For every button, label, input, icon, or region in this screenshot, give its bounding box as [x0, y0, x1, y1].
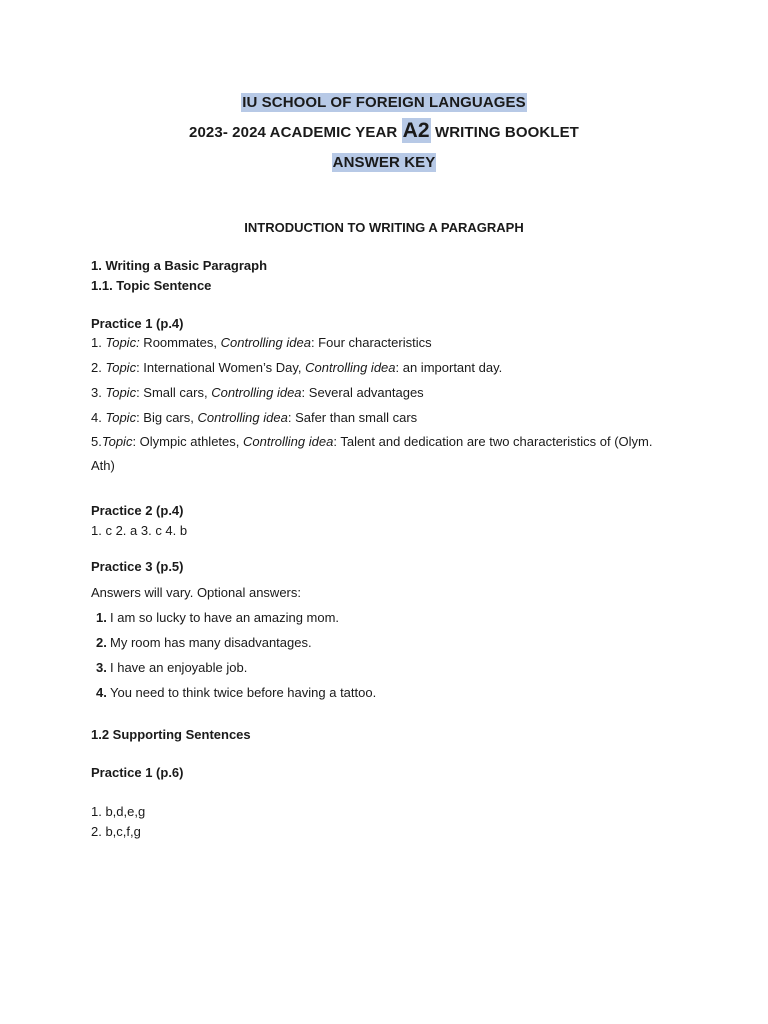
practice-heading: Practice 3 (p.5): [91, 559, 184, 574]
topic-text: : Big cars,: [136, 410, 198, 425]
controlling-idea-label: Controlling idea: [197, 410, 288, 425]
header-line-year: [0, 119, 768, 143]
list-item: [96, 685, 376, 700]
item-number: 3.: [96, 660, 107, 675]
answer-line: 1. c 2. a 3. c 4. b: [91, 523, 188, 538]
answer-item: [91, 360, 502, 375]
topic-text: Roommates,: [139, 335, 221, 350]
header-booklet-text: WRITING BOOKLET: [430, 124, 579, 141]
answer-line: 2. b,c,f,g: [91, 824, 141, 839]
item-text: You need to think twice before having a tattoo.: [110, 685, 377, 700]
topic-label: Topic: [105, 385, 137, 400]
controlling-idea-text: : Talent and dedication are two characteristics of (Olym.: [333, 434, 653, 449]
header-answer-key: ANSWER KEY: [332, 154, 436, 171]
item-number: 3.: [91, 385, 106, 400]
answer-item: [91, 434, 652, 449]
item-number: 5.: [91, 434, 102, 449]
controlling-idea-text: : Safer than small cars: [287, 410, 418, 425]
topic-label: Topic: [105, 410, 137, 425]
list-item: [96, 610, 339, 625]
header-year-text: 2023- 2024 ACADEMIC YEAR: [189, 124, 402, 141]
list-item: [96, 635, 312, 650]
item-text: My room has many disadvantages.: [110, 635, 312, 650]
topic-text: : Small cars,: [136, 385, 212, 400]
subsection-heading: 1.1. Topic Sentence: [91, 278, 212, 293]
controlling-idea-label: Controlling idea: [211, 385, 302, 400]
item-text: I am so lucky to have an amazing mom.: [110, 610, 340, 625]
item-text: I have an enjoyable job.: [110, 660, 248, 675]
topic-label: Topic: [105, 360, 137, 375]
item-number: 1.: [91, 335, 106, 350]
answer-item-continuation: Ath): [91, 458, 115, 473]
header-line-answer-key: [0, 154, 768, 171]
topic-text: : International Women’s Day,: [136, 360, 306, 375]
practice-heading: Practice 2 (p.4): [91, 503, 184, 518]
controlling-idea-text: : Several advantages: [301, 385, 424, 400]
item-number: 1.: [96, 610, 107, 625]
item-number: 2.: [96, 635, 107, 650]
topic-text: : Olympic athletes,: [132, 434, 243, 449]
topic-label: Topic:: [105, 335, 140, 350]
practice-heading: Practice 1 (p.6): [91, 765, 184, 780]
header-level: A2: [402, 119, 430, 142]
answer-item: [91, 410, 417, 425]
list-item: [96, 660, 247, 675]
header-line-school: [0, 94, 768, 111]
section-title: INTRODUCTION TO WRITING A PARAGRAPH: [244, 220, 524, 235]
controlling-idea-label: Controlling idea: [220, 335, 311, 350]
topic-label: Topic: [101, 434, 133, 449]
answer-item: [91, 385, 424, 400]
header-school-name: IU SCHOOL OF FOREIGN LANGUAGES: [242, 94, 526, 111]
subsection-heading: 1.2 Supporting Sentences: [91, 727, 251, 742]
controlling-idea-label: Controlling idea: [305, 360, 396, 375]
controlling-idea-label: Controlling idea: [243, 434, 334, 449]
item-number: 4.: [96, 685, 107, 700]
answer-line: 1. b,d,e,g: [91, 804, 146, 819]
controlling-idea-text: : an important day.: [395, 360, 503, 375]
controlling-idea-text: : Four characteristics: [310, 335, 432, 350]
practice-heading: Practice 1 (p.4): [91, 316, 184, 331]
answer-intro: Answers will vary. Optional answers:: [91, 585, 301, 600]
answer-item: [91, 335, 432, 350]
item-number: 2.: [91, 360, 106, 375]
item-number: 4.: [91, 410, 106, 425]
section-heading: 1. Writing a Basic Paragraph: [91, 258, 268, 273]
